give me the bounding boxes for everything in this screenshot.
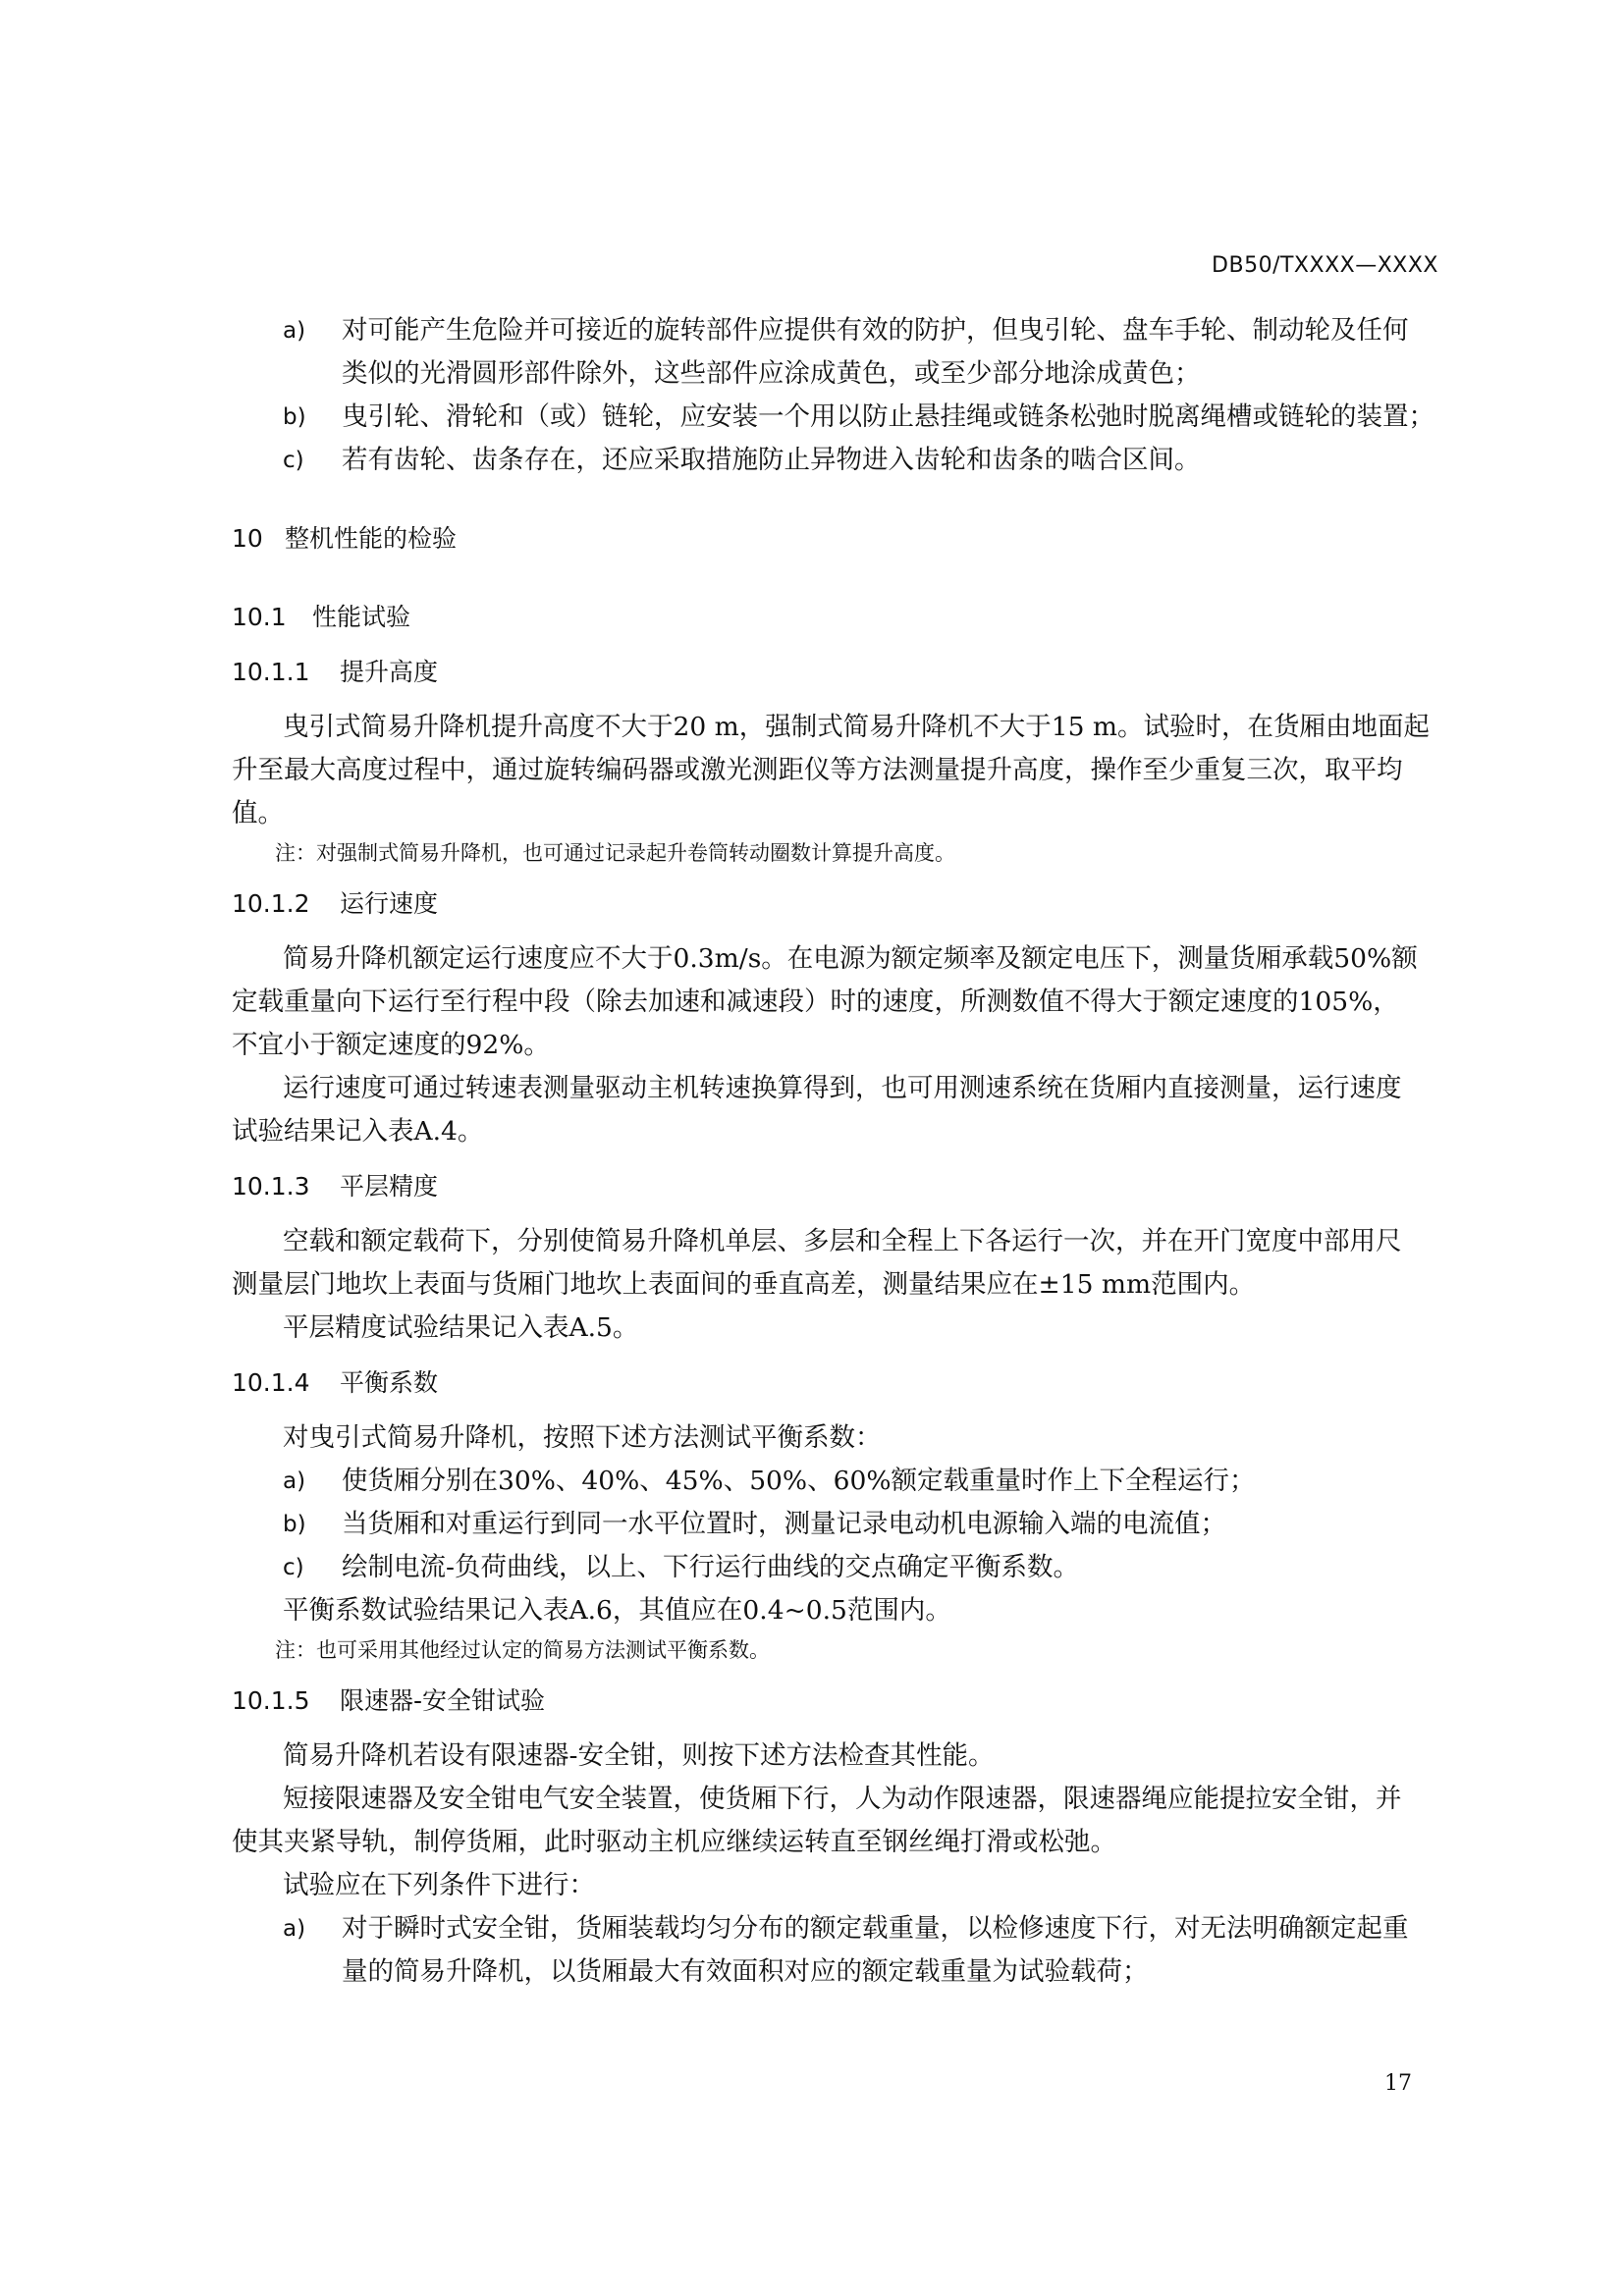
- list-item-line: 对可能产生危险并可接近的旋转部件应提供有效的防护，但曳引轮、盘车手轮、制动轮及任何: [342, 315, 1409, 346]
- subsection-heading: [232, 596, 1441, 639]
- section-title: 限速器-安全钳试验: [340, 1686, 546, 1715]
- list-marker: a): [283, 1468, 306, 1494]
- paragraph: [232, 1778, 1441, 1864]
- list-item-line: 量的简易升降机，以货厢最大有效面积对应的额定载重量为试验载荷；: [342, 1956, 1149, 1987]
- paragraph-line: 平层精度试验结果记入表A.5。: [283, 1312, 639, 1343]
- list-item: [232, 1503, 1441, 1546]
- clause-heading: [232, 1680, 1441, 1723]
- clause-heading: [232, 1362, 1441, 1405]
- paragraph-line: 简易升降机额定运行速度应不大于0.3m/s。在电源为额定频率及额定电压下，测量货厢承载50%额: [283, 943, 1418, 974]
- paragraph-line: 空载和额定载荷下，分别使简易升降机单层、多层和全程上下各运行一次，并在开门宽度中部用尺: [283, 1226, 1402, 1256]
- section-number: 10.1: [232, 603, 287, 631]
- paragraph: 平衡系数试验结果记入表A.6，其值应在0.4~0.5范围内。: [283, 1595, 951, 1626]
- list-item-line: 当货厢和对重运行到同一水平位置时，测量记录电动机电源输入端的电流值；: [342, 1509, 1226, 1539]
- list-marker: c): [283, 448, 304, 473]
- section-number: 10.1.2: [232, 889, 310, 918]
- note: 注：也可采用其他经过认定的简易方法测试平衡系数。: [275, 1638, 770, 1662]
- list-item-line: 类似的光滑圆形部件除外，这些部件应涂成黄色，或至少部分地涂成黄色；: [342, 358, 1201, 389]
- paragraph: [232, 706, 1441, 835]
- section-number: 10.1.4: [232, 1368, 310, 1397]
- paragraph: 对曳引式简易升降机，按照下述方法测试平衡系数：: [283, 1422, 882, 1453]
- section-number: 10: [232, 524, 263, 553]
- paragraph: [232, 937, 1441, 1067]
- section-title: 整机性能的检验: [285, 524, 458, 553]
- paragraph: [232, 1067, 1441, 1153]
- paragraph: [232, 1220, 1441, 1307]
- paragraph-line: 短接限速器及安全钳电气安全装置，使货厢下行，人为动作限速器，限速器绳应能提拉安全钳，并: [283, 1784, 1402, 1814]
- list-item-line: 使货厢分别在30%、40%、45%、50%、60%额定载重量时作上下全程运行；: [342, 1466, 1256, 1496]
- paragraph-line: 试验结果记入表A.4。: [232, 1116, 484, 1147]
- clause-heading: [232, 882, 1441, 926]
- list-item: [232, 309, 1441, 396]
- list-marker: c): [283, 1555, 304, 1580]
- list-item: [232, 1460, 1441, 1503]
- list-item: [232, 1907, 1441, 1994]
- paragraph-line: 测量层门地坎上表面与货厢门地坎上表面间的垂直高差，测量结果应在±15 mm范围内。: [232, 1269, 1256, 1300]
- list-marker: b): [283, 1512, 306, 1537]
- section-title: 平衡系数: [340, 1368, 439, 1397]
- section-title: 平层精度: [340, 1172, 439, 1201]
- section-title: 性能试验: [312, 603, 411, 631]
- section-title: 运行速度: [340, 889, 439, 918]
- list-marker: b): [283, 404, 306, 430]
- paragraph-line: 升至最大高度过程中，通过旋转编码器或激光测距仪等方法测量提升高度，操作至少重复三次，取平均: [232, 755, 1403, 785]
- section-number: 10.1.1: [232, 658, 310, 686]
- paragraph: 简易升降机若设有限速器-安全钳，则按下述方法检查其性能。: [283, 1740, 995, 1771]
- section-number: 10.1.5: [232, 1686, 310, 1715]
- list-item-line: 对于瞬时式安全钳，货厢装载均匀分布的额定载重量，以检修速度下行，对无法明确额定起重: [342, 1913, 1409, 1944]
- list-item: [232, 1546, 1441, 1589]
- document-code: DB50/TXXXX—XXXX: [1212, 253, 1438, 278]
- list-item: [232, 396, 1441, 439]
- section-heading: [232, 517, 1441, 561]
- paragraph: 试验应在下列条件下进行：: [283, 1870, 595, 1900]
- page-number: 17: [1384, 2071, 1412, 2096]
- paragraph-line: 使其夹紧导轨，制停货厢，此时驱动主机应继续运转直至钢丝绳打滑或松弛。: [232, 1827, 1116, 1857]
- page-content: [232, 309, 1441, 1994]
- section-number: 10.1.3: [232, 1172, 310, 1201]
- list-marker: a): [283, 318, 306, 344]
- note: 注：对强制式简易升降机，也可通过记录起升卷筒转动圈数计算提升高度。: [275, 841, 955, 865]
- clause-heading: [232, 1165, 1441, 1208]
- paragraph-line: 运行速度可通过转速表测量驱动主机转速换算得到，也可用测速系统在货厢内直接测量，运行速度: [283, 1073, 1402, 1103]
- paragraph: [232, 1307, 1441, 1350]
- section-title: 提升高度: [340, 658, 439, 686]
- clause-heading: [232, 651, 1441, 694]
- list-item: [232, 439, 1441, 482]
- paragraph-line: 不宜小于额定速度的92%。: [232, 1030, 550, 1060]
- paragraph-line: 曳引式简易升降机提升高度不大于20 m，强制式简易升降机不大于15 m。试验时，在货厢由地面起: [283, 712, 1431, 742]
- list-item-line: 绘制电流-负荷曲线，以上、下行运行曲线的交点确定平衡系数。: [342, 1552, 1079, 1582]
- paragraph-line: 定载重量向下运行至行程中段（除去加速和减速段）时的速度，所测数值不得大于额定速度的105%，: [232, 987, 1399, 1017]
- paragraph-line: 值。: [232, 798, 284, 828]
- list-item-line: 若有齿轮、齿条存在，还应采取措施防止异物进入齿轮和齿条的啮合区间。: [342, 445, 1201, 475]
- list-marker: a): [283, 1916, 306, 1942]
- list-item-line: 曳引轮、滑轮和（或）链轮，应安装一个用以防止悬挂绳或链条松弛时脱离绳槽或链轮的装置；: [342, 401, 1434, 432]
